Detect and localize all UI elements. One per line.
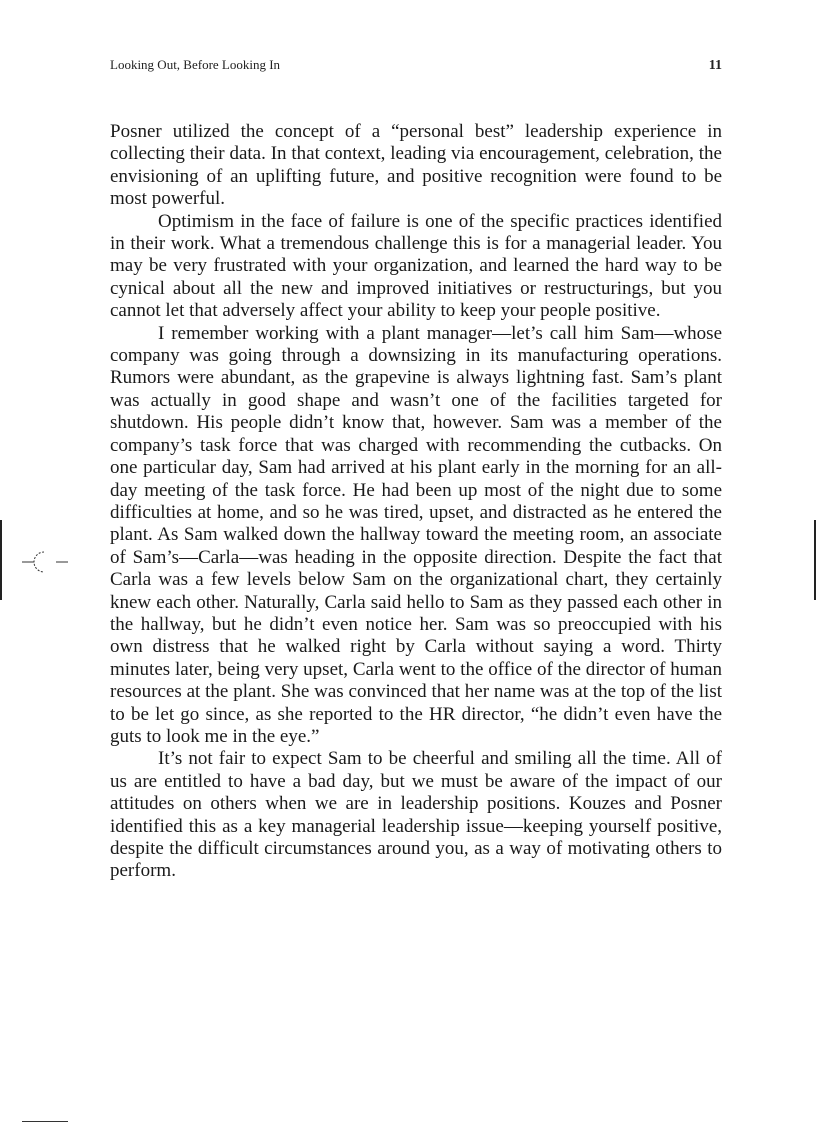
footer-rule <box>22 1121 68 1122</box>
paragraph: Posner utilized the concept of a “personal best” leadership experience in collecting their data. In that context, leading via encouragement, celebration, the envisioning of an uplifting future, and positive recognition were found to be most powerful. <box>110 121 722 210</box>
paragraph: Optimism in the face of failure is one of the specific practices identified in their work. What a tremendous challenge this is for a managerial leader. You may be very frustrated with your organization, and learned the hard way to be cynical about all the new and improved initiatives or restructurings, but you cannot let that adversely affect your ability to keep your people positive. <box>110 210 722 322</box>
running-head <box>110 57 722 74</box>
crop-mark-left <box>0 520 2 600</box>
registration-mark-icon <box>22 549 68 575</box>
paragraph: I remember working with a plant manager—let’s call him Sam—whose company was going through a downsizing in its manufacturing operations. Rumors were abundant, as the grapevine is always lightning fast. Sam’s plant was actually in good shape and wasn’t one of the facilities targeted for shutdown. His people didn’t know that, however. Sam was a member of the company’s task force that was charged with recommending the cutbacks. On one particular day, Sam had arrived at his plant early in the morning for an all-day meeting of the task force. He had been up most of the night due to some difficulties at home, and so he was tired, upset, and distracted as he entered the plant. As Sam walked down the hallway toward the meeting room, an associate of Sam’s—Carla—was heading in the opposite direction. Despite the fact that Carla was a few levels below Sam on the organizational chart, they certainly knew each other. Naturally, Carla said hello to Sam as they passed each other in the hallway, but he didn’t even notice her. Sam was so preoccupied with his own distress that he walked right by Carla without saying a word. Thirty minutes later, being very upset, Carla went to the office of the director of human resources at the plant. She was convinced that her name was at the top of the list to be let go since, as she reported to the HR director, “he didn’t even have the guts to look me in the eye.” <box>110 322 722 747</box>
running-title: Looking Out, Before Looking In <box>110 57 281 72</box>
body-text <box>110 121 722 883</box>
page-number: 11 <box>708 58 722 73</box>
paragraph: It’s not fair to expect Sam to be cheerful and smiling all the time. All of us are entitled to have a bad day, but we must be aware of the impact of our attitudes on others when we are in leadership positions. Kouzes and Posner identified this as a key managerial leadership issue—keeping yourself positive, despite the difficult circumstances around you, as a way of motivating others to perform. <box>110 748 722 882</box>
